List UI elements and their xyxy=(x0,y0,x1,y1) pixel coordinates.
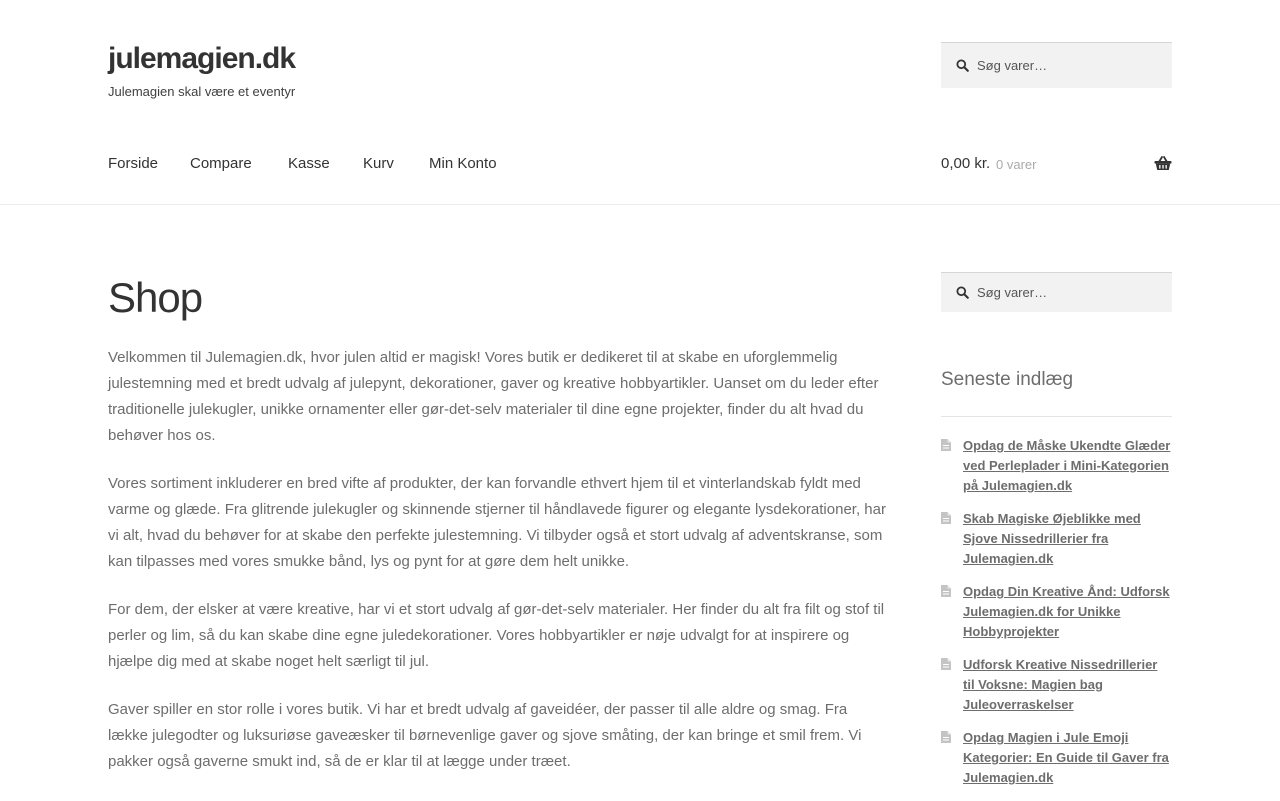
recent-post-link[interactable]: Opdag Din Kreative Ånd: Udforsk Julemagien.dk for Unikke Hobbyprojekter xyxy=(963,584,1170,639)
nav-link-min-konto[interactable]: Min Konto xyxy=(429,155,497,172)
header-search-box xyxy=(941,42,1172,88)
sidebar-search-box xyxy=(941,272,1172,312)
diy-paragraph: For dem, der elsker at være kreative, har vi et stort udvalg af gør-det-selv materialer. Her finder du alt fra filt og stof til perler og lim, så du kan skabe dine egne juledekorationer. Vores hobbyartikler er nøje udvalgt for at inspirere og hjælpe dig med at skabe noget helt særligt til jul. xyxy=(108,601,885,670)
recent-post-link[interactable]: Udforsk Kreative Nissedrillerier til Voksne: Magien bag Juleoverraskelser xyxy=(963,657,1158,712)
site-title-link[interactable]: julemagien.dk xyxy=(108,42,296,75)
assortment-paragraph: Vores sortiment inkluderer en bred vifte af produkter, der kan forvandle ethvert hjem til et vinterlandskab fyldt med varme og glæde. Fra glitrende julekugler og skinnende stjerner til håndlavede figurer og elegante lysdekorationer, har vi alt, hvad du behøver for at skabe den perfekte julestemning. Vi tilbyder også et stort udvalg af adventskranse, som kan tilpasses med vores smukke bånd, lys og pynt for at gøre dem helt unikke. xyxy=(108,475,886,570)
search-icon xyxy=(956,286,969,299)
recent-post-link[interactable]: Opdag de Måske Ukendte Glæder ved Perleplader i Mini-Kategorien på Julemagien.dk xyxy=(963,438,1171,493)
sidebar-search-input[interactable] xyxy=(977,273,1164,312)
recent-posts-title: Seneste indlæg xyxy=(941,369,1074,390)
site-header xyxy=(0,0,1280,205)
search-icon xyxy=(956,59,969,72)
document-icon xyxy=(941,512,951,524)
recent-post-item xyxy=(941,582,1172,642)
widget-divider xyxy=(941,416,1172,417)
recent-post-item xyxy=(941,436,1172,496)
shop-description xyxy=(108,345,890,797)
recent-post-link[interactable]: Skab Magiske Øjeblikke med Sjove Nissedrillerier fra Julemagien.dk xyxy=(963,511,1141,566)
nav-item-min-konto xyxy=(429,155,497,173)
nav-item-forside xyxy=(108,155,158,173)
recent-post-item xyxy=(941,509,1172,569)
nav-link-forside[interactable]: Forside xyxy=(108,155,159,172)
gifts-paragraph: Gaver spiller en stor rolle i vores butik. Vi har et bredt udvalg af gaveidéer, der passer til alle aldre og smag. Fra lække julegodter og luksuriøse gaveæsker til børnevenlige gaver og sjove småting, der kan bringe et smil frem. Vi pakker også gaverne smukt ind, så de er klar til at lægge under træet. xyxy=(108,701,862,770)
nav-item-compare xyxy=(190,155,252,173)
document-icon xyxy=(941,439,951,451)
recent-posts-list xyxy=(941,436,1172,801)
recent-post-link[interactable]: Opdag Magien i Jule Emoji Kategorier: En Guide til Gaver fra Julemagien.dk xyxy=(963,730,1169,785)
nav-link-compare[interactable]: Compare xyxy=(190,155,252,172)
cart-count: 0 varer xyxy=(996,157,1037,172)
site-tagline: Julemagien skal være et eventyr xyxy=(108,84,296,99)
header-search-input[interactable] xyxy=(977,43,1164,88)
nav-item-kurv xyxy=(363,155,394,173)
nav-link-kurv[interactable]: Kurv xyxy=(363,155,394,172)
document-icon xyxy=(941,731,951,743)
nav-item-kasse xyxy=(288,155,330,173)
basket-icon xyxy=(1154,156,1172,171)
recent-post-item xyxy=(941,728,1172,788)
document-icon xyxy=(941,585,951,597)
header-cart[interactable] xyxy=(941,155,1172,175)
page-title: Shop xyxy=(108,274,203,321)
document-icon xyxy=(941,658,951,670)
recent-post-item xyxy=(941,655,1172,715)
intro-paragraph: Velkommen til Julemagien.dk, hvor julen altid er magisk! Vores butik er dedikeret til at skabe en uforglemmelig julestemning med et bredt udvalg af julepynt, dekorationer, gaver og kreative hobbyartikler. Uanset om du leder efter traditionelle julekugler, unikke ornamenter eller gør-det-selv materialer til dine egne projekter, finder du alt hvad du behøver hos os. xyxy=(108,349,879,444)
cart-amount: 0,00 kr. xyxy=(941,155,991,172)
nav-link-kasse[interactable]: Kasse xyxy=(288,155,330,172)
